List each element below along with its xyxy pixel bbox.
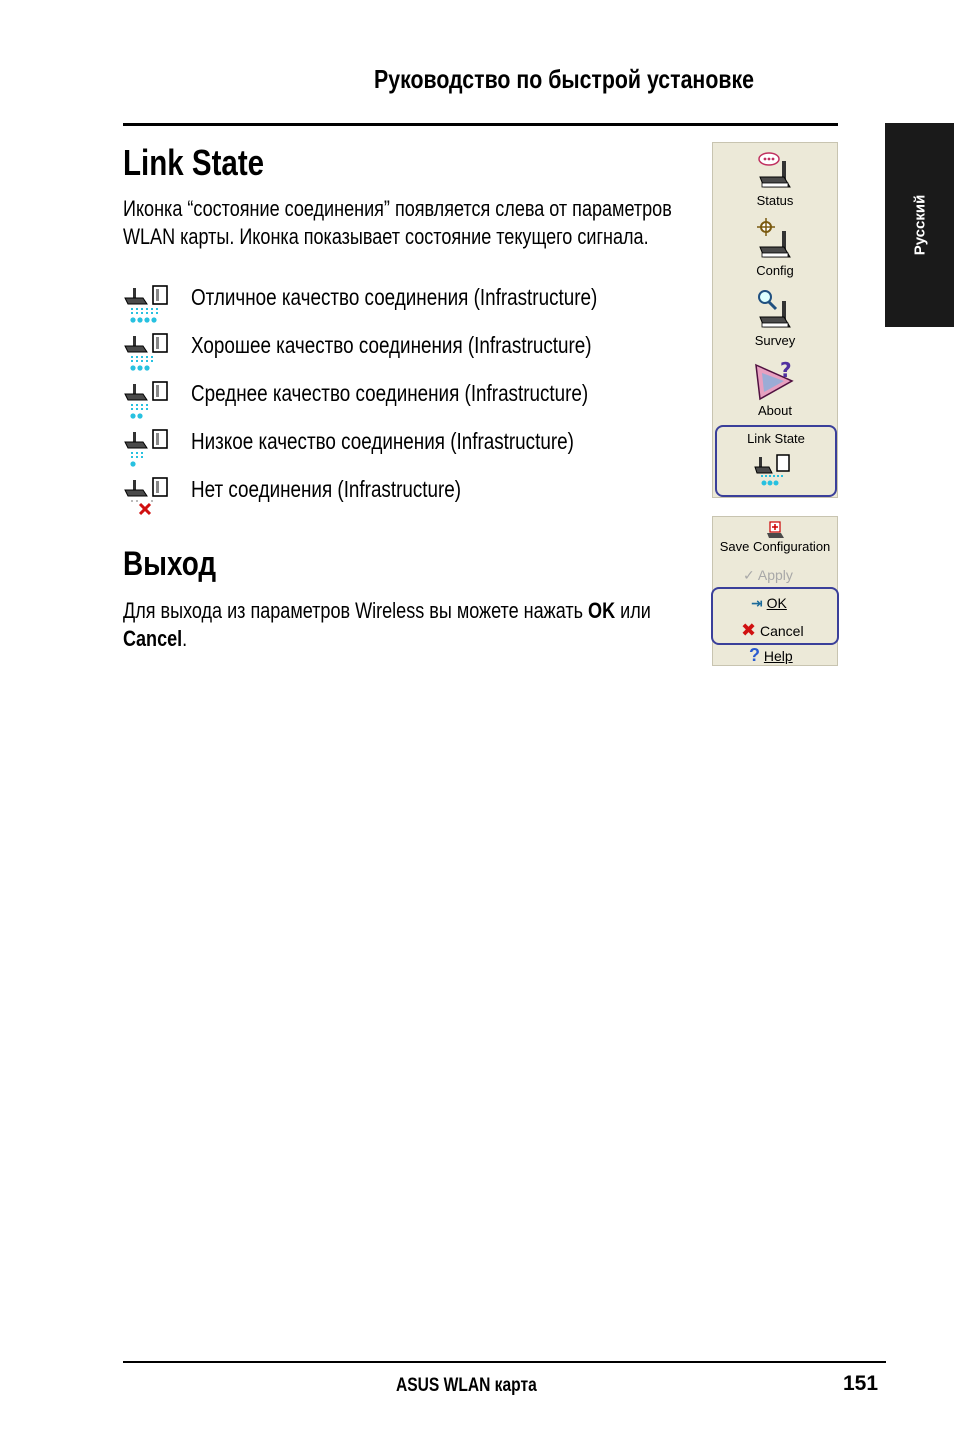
config-icon — [752, 217, 798, 263]
sidebar-item-label: About — [758, 403, 792, 418]
link-state-description: Иконка “состояние соединения” появляется слева от параметров WLAN карты. Иконка показывает состояние текущего сигнала. — [123, 196, 672, 249]
header-rule — [123, 123, 838, 126]
survey-icon — [752, 287, 798, 333]
link-none-icon — [123, 476, 173, 518]
link-poor-icon — [123, 428, 173, 470]
section-heading-exit: Выход — [123, 545, 217, 583]
help-icon: ? — [749, 645, 760, 665]
sidebar-item-link-state[interactable] — [715, 425, 837, 497]
apply-button[interactable]: ✓ Apply — [743, 567, 793, 583]
legend-label: Нет соединения (Infrastructure) — [191, 476, 462, 502]
language-tab — [885, 123, 954, 327]
close-icon: ✖ — [741, 620, 757, 640]
footer-title: ASUS WLAN карта — [396, 1375, 537, 1396]
footer-rule — [123, 1361, 886, 1363]
action-button-panel — [712, 516, 838, 666]
save-icon — [764, 521, 786, 539]
sidebar-item-status[interactable] — [713, 147, 837, 208]
check-icon: ✓ — [743, 567, 755, 583]
sidebar-item-about[interactable] — [713, 357, 837, 418]
legend-label: Хорошее качество соединения (Infrastructure) — [191, 332, 592, 358]
language-tab-label: Русский — [911, 194, 928, 256]
utility-sidebar — [712, 142, 838, 498]
sidebar-item-survey[interactable] — [713, 287, 837, 348]
cancel-word: Cancel — [123, 626, 183, 651]
page-number: 151 — [843, 1372, 879, 1395]
ok-word: OK — [588, 598, 616, 623]
sidebar-item-label: Link State — [747, 431, 805, 446]
link-good-icon — [123, 332, 173, 374]
cancel-button[interactable]: ✖ Cancel — [741, 620, 804, 640]
legend-label: Среднее качество соединения (Infrastructure) — [191, 380, 589, 406]
ok-button[interactable]: ⇥ OK — [751, 595, 787, 611]
link-excellent-icon — [123, 284, 173, 326]
page-header-title: Руководство по быстрой установке — [374, 64, 754, 94]
help-button[interactable]: ? Help — [749, 645, 793, 665]
sidebar-item-label: Config — [756, 263, 794, 278]
status-icon — [752, 147, 798, 193]
section-heading-link-state: Link State — [123, 142, 265, 183]
exit-description: Для выхода из параметров Wireless вы можете нажать OK или Cancel. — [123, 598, 651, 651]
svg-text:?: ? — [780, 358, 792, 382]
about-icon — [752, 357, 798, 403]
sidebar-item-label: Survey — [754, 333, 796, 348]
link-fair-icon — [123, 380, 173, 422]
legend-label: Низкое качество соединения (Infrastructure) — [191, 428, 574, 454]
sidebar-item-config[interactable] — [713, 217, 837, 278]
legend-label: Отличное качество соединения (Infrastructure) — [191, 284, 598, 310]
link-state-icon — [753, 451, 797, 489]
save-configuration-button[interactable]: Save Configuration — [713, 521, 837, 554]
sidebar-item-label: Status — [756, 193, 794, 208]
exit-door-icon: ⇥ — [751, 595, 763, 611]
